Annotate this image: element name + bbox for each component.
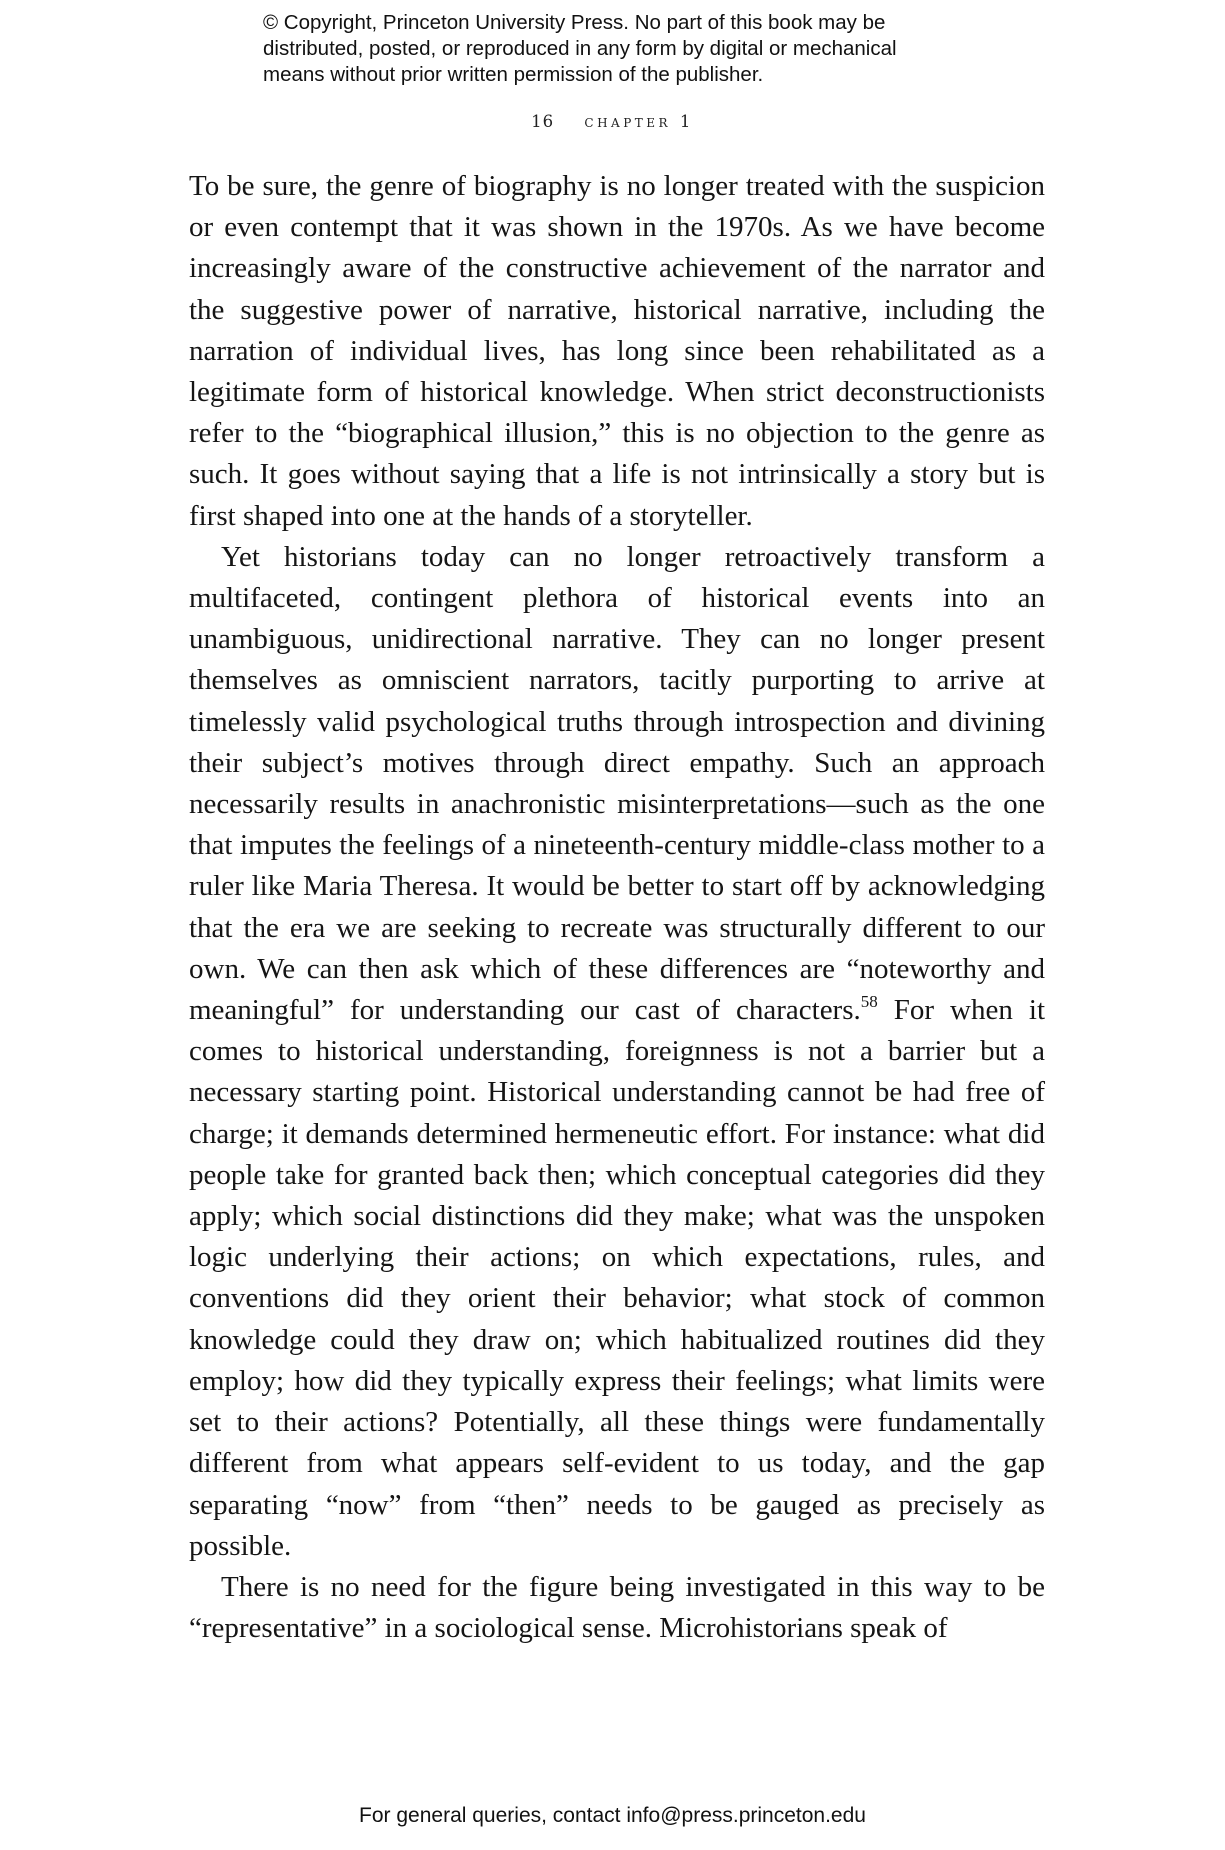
copyright-line-1: © Copyright, Princeton University Press. No part of this book may be bbox=[263, 11, 886, 34]
copyright-notice bbox=[263, 10, 1003, 88]
body-text bbox=[189, 166, 1045, 1649]
copyright-line-3: means without prior written permission of the publisher. bbox=[263, 63, 764, 86]
copyright-line-2: distributed, posted, or reproduced in any form by digital or mechanical bbox=[263, 37, 897, 60]
page-number: 16 bbox=[531, 112, 555, 131]
chapter-heading: chapter 1 bbox=[584, 112, 694, 131]
paragraph-2-text-after-note: For when it comes to historical understanding, foreignness is not a barrier but a necessary starting point. Historical understanding cannot be had free of charge; it demands determined hermeneutic effort. For instance: what did people take for granted back then; which conceptual categories did they apply; which social distinctions did they make; what was the unspoken logic underlying their actions; on which expectations, rules, and conventions did they orient their behavior; what stock of common knowledge could they draw on; which habitualized routines did they employ; how did they typically express their feelings; what limits were set to their actions? Potentially, all these things were fundamentally different from what appears self-evident to us today, and the gap separating “now” from “then” needs to be gauged as precisely as possible. bbox=[189, 994, 1045, 1562]
paragraph-3: There is no need for the figure being investigated in this way to be “representative” in a sociological sense. Microhistorians speak of bbox=[189, 1570, 1045, 1645]
footer-contact: For general queries, contact info@press.princeton.edu bbox=[359, 1804, 866, 1827]
paragraph-1: To be sure, the genre of biography is no longer treated with the suspicion or even contempt that it was shown in the 1970s. As we have become increasingly aware of the constructive achievement of the narrator and the suggestive power of narrative, historical narrative, including the narration of individual lives, has long since been rehabilitated as a legitimate form of historical knowledge. When strict deconstructionists refer to the “biographical illusion,” this is no objection to the genre as such. It goes without saying that a life is not intrinsically a story but is first shaped into one at the hands of a storyteller. bbox=[189, 170, 1045, 532]
paragraph-2 bbox=[189, 537, 1045, 1567]
paragraph-2-text-before-note: Yet historians today can no longer retroactively transform a multifaceted, contingent plethora of historical events into an unambiguous, unidirectional narrative. They can no longer present themselves as omniscient narrators, tacitly purporting to arrive at timelessly valid psychological truths through introspection and divining their subject’s motives through direct empathy. Such an approach necessarily results in anachronistic misinterpretations—such as the one that imputes the feelings of a nineteenth-century middle-class mother to a ruler like Maria Theresa. It would be better to start off by acknowledging that the era we are seeking to recreate was structurally different to our own. We can then ask which of these differences are “noteworthy and meaningful” for understanding our cast of characters. bbox=[189, 540, 1045, 1027]
running-head bbox=[0, 112, 1225, 131]
footnote-reference-58[interactable]: 58 bbox=[860, 992, 878, 1012]
